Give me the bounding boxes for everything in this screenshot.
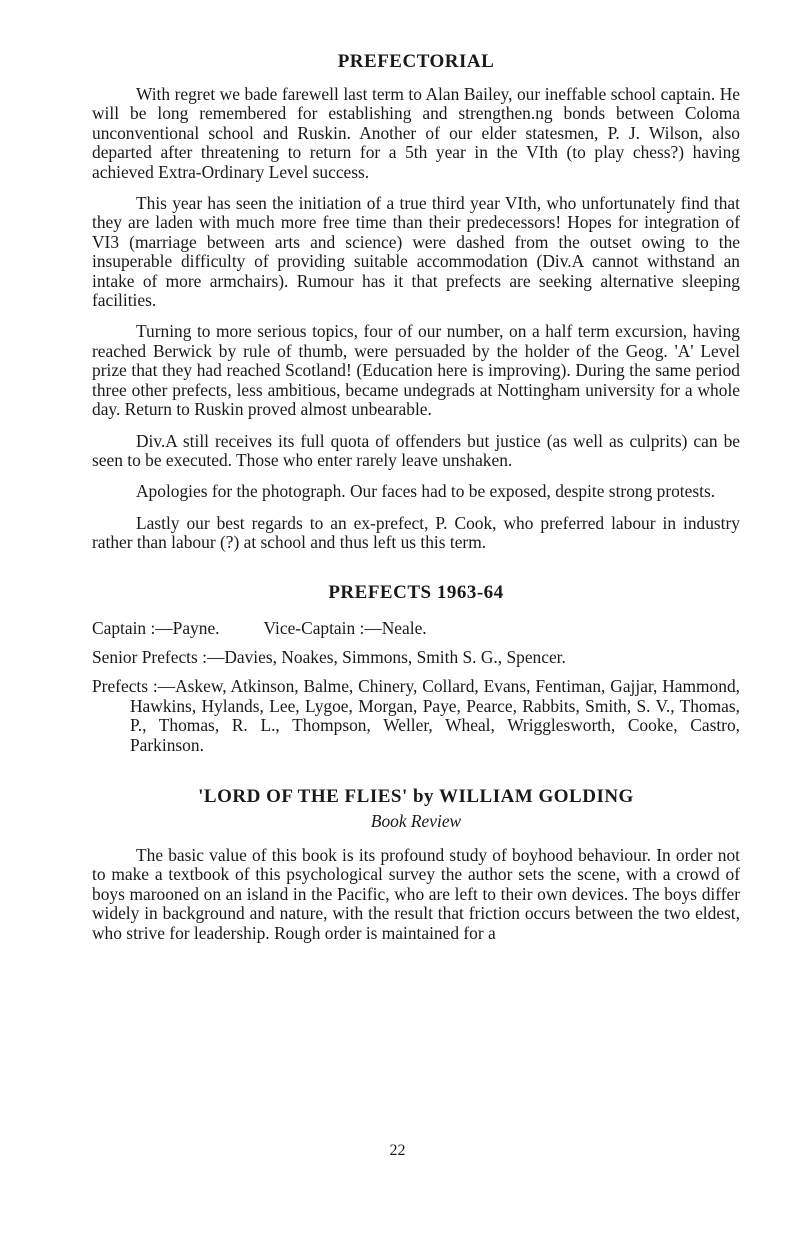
paragraph: The basic value of this book is its profound study of boyhood behaviour. In order not to make a textbook of this psychological survey the author sets the scene, with a crowd of boys marooned on an island in the Pacific, who are left to their own devices. The boys differ widely in background and nature, with the result that friction occurs between the two eldest, who strive for leadership. Rough order is maintained for a — [92, 844, 740, 943]
paragraph: With regret we bade farewell last term to Alan Bailey, our ineffable school captain. He will be long remembered for establishing and strengthen.ng bonds between Coloma unconventional school and Ruskin. Another of our elder statesmen, P. J. Wilson, also departed after threatening to return for a 5th year in the VIth (to play chess?) having achieved Extra-Ordinary Level success. — [92, 84, 740, 182]
senior-prefects-line: Senior Prefects :—Davies, Noakes, Simmons, Smith S. G., Spencer. — [92, 646, 566, 667]
paragraph: Turning to more serious topics, four of our number, on a half term excursion, having reached Berwick by rule of thumb, were persuaded by the holder of the Geog. 'A' Level prize that they had reached Scotland! (Education here is improving). During the same period three other prefects, less ambitious, became undegrads at Nottingham university for a whole day. Return to Ruskin proved almost unbearable. — [92, 321, 740, 420]
prefects-line: Prefects :—Askew, Atkinson, Balme, Chinery, Collard, Evans, Fentiman, Gajjar, Hammond, Hawkins, Hylands, Lee, Lygoe, Morgan, Paye, Pearce, Rabbits, Smith, S. V., Thomas, P., Thomas, R. L., Thompson, Weller, Wheal, Wrigglesworth, Cooke, Castro, Parkinson. — [92, 676, 740, 755]
section-title-review: 'LORD OF THE FLIES' by WILLIAM GOLDING — [198, 785, 634, 807]
paragraph: Apologies for the photograph. Our faces had to be exposed, despite strong protests. — [136, 481, 716, 502]
section-title-prefects: PREFECTS 1963-64 — [328, 581, 504, 603]
page-content — [92, 50, 740, 955]
captain-text: Captain :—Payne. — [92, 617, 220, 638]
section-title-prefectorial: PREFECTORIAL — [337, 51, 495, 72]
paragraph: This year has seen the initiation of a true third year VIth, who unfortunately find that they are laden with much more free time than their predecessors! Hopes for integration of VI3 (marriage between arts and science) were dashed from the outset owing to the insuperable difficulty of providing suitable accommodation (Div.A cannot withstand an intake of more armchairs). Rumour has it that prefects are seeking alternative sleeping facilities. — [92, 193, 740, 311]
review-subtitle: Book Review — [370, 810, 462, 831]
paragraph: Div.A still receives its full quota of offenders but justice (as well as culprits) can be seen to be executed. Those who enter rarely leave unshaken. — [92, 430, 740, 470]
vice-captain-text: Vice-Captain :—Neale. — [263, 617, 427, 638]
captain-line — [92, 619, 740, 638]
paragraph: Lastly our best regards to an ex-prefect, P. Cook, who preferred labour in industry rather than labour (?) at school and thus left us this term. — [92, 512, 740, 553]
page-number: 22 — [389, 1142, 406, 1159]
